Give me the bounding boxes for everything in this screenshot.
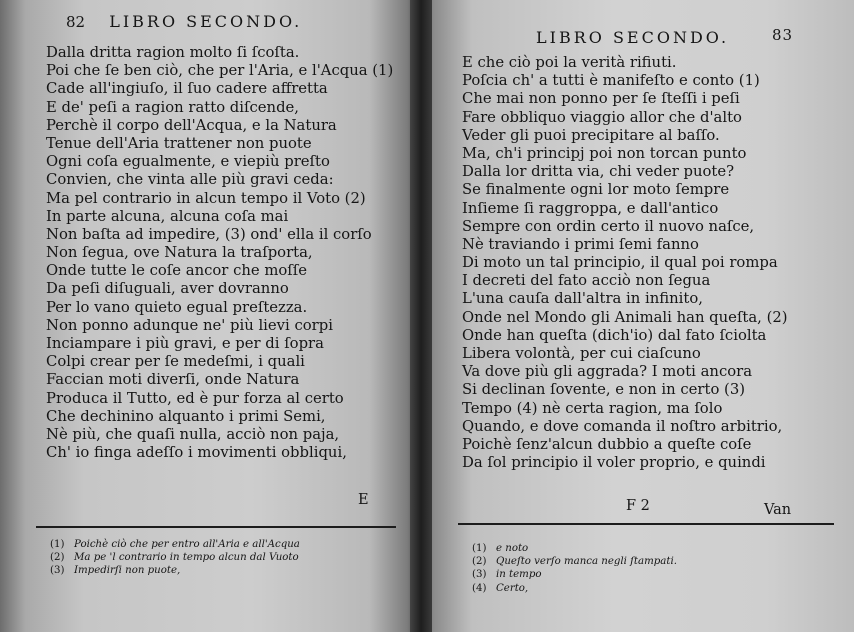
right-footnote	[472, 555, 677, 568]
right-verse-line: E che ciò poi la verità rifiuti.	[462, 54, 677, 71]
left-verse-line: Faccian moti diverſi, onde Natura	[46, 371, 300, 389]
right-footnote-rule	[458, 523, 834, 525]
right-verse-line: Sempre con ordin certo il nuovo naſce,	[462, 217, 755, 235]
right-verse-line: Poichè ſenz'alcun dubbio a queſte coſe	[462, 435, 752, 453]
left-footnote	[50, 551, 300, 564]
right-verse-line: Di moto un tal principio, il qual poi rompa	[462, 254, 778, 272]
right-verse-line: Che mai non ponno per ſe ſteſſi i peſi	[462, 90, 740, 108]
right-verse-line: Dalla lor dritta via, chi veder puote?	[462, 163, 735, 181]
footnote-mark: (2)	[50, 552, 65, 564]
right-verse-block	[462, 54, 788, 472]
left-running-head	[66, 12, 302, 31]
right-verse-line: Nè traviando i primi ſemi fanno	[462, 235, 699, 253]
right-verse-line: Libera volontà, per cui ciaſcuno	[462, 345, 701, 362]
right-verse-line: Poſcia ch' a tutti è manifeſto e conto (1)	[462, 72, 760, 90]
footnote-mark: (2)	[472, 556, 487, 568]
left-verse-line: E de' peſi a ragion ratto diſcende,	[46, 98, 299, 116]
book-gutter	[410, 0, 432, 632]
left-verse-line: Dalla dritta ragion molto ſi ſcoſta.	[46, 44, 300, 61]
left-footnote	[50, 564, 300, 577]
left-verse-line: Da peſi diſuguali, aver dovranno	[46, 280, 289, 298]
left-verse-block	[46, 44, 393, 462]
left-footnote	[50, 538, 300, 551]
footnote-mark: (4)	[472, 582, 487, 594]
left-verse-line: Non ponno adunque ne' più lievi corpi	[46, 316, 333, 334]
footnote-mark: (3)	[50, 565, 65, 577]
right-footnote	[472, 568, 677, 581]
left-verse-line: Perchè il corpo dell'Acqua, e la Natura	[46, 116, 337, 134]
footnote-mark: (1)	[472, 543, 487, 554]
footnote-text: Ma pe 'l contrario in tempo alcun dal Vuoto	[74, 552, 299, 564]
footnote-text: Impedirſi non puote,	[74, 565, 181, 577]
right-page-number: 83	[772, 26, 794, 44]
right-footnotes	[472, 542, 677, 595]
left-verse-line: Ch' io finga adeſſo i movimenti obbliqui,	[46, 444, 347, 462]
left-verse-line: Onde tutte le coſe ancor che moſſe	[46, 262, 307, 280]
footnote-text: Certo,	[496, 582, 529, 594]
right-verse-line: Tempo (4) nè certa ragion, ma ſolo	[462, 399, 723, 417]
right-verse-line: Si declinan ſovente, e non in certo (3)	[462, 381, 746, 399]
left-verse-line: Produca il Tutto, ed è pur forza al certo	[46, 389, 344, 407]
left-verse-line: Per lo vano quieto egual preſtezza.	[46, 298, 308, 316]
right-page	[420, 0, 854, 632]
footnote-text: e noto	[496, 543, 529, 554]
right-verse-line: Quando, e dove comanda il noſtro arbitrio,	[462, 417, 783, 435]
left-verse-line: Ogni coſa egualmente, e viepiù preſto	[46, 153, 330, 171]
right-verse-line: Va dove più gli aggrada? I moti ancora	[462, 363, 753, 381]
right-verse-line: Veder gli puoi precipitare al baſſo.	[462, 126, 720, 144]
right-verse-line: Se finalmente ogni lor moto ſempre	[462, 181, 730, 199]
right-signature-mark: F 2	[626, 498, 650, 514]
left-footnotes	[50, 538, 300, 578]
left-verse-line: In parte alcuna, alcuna coſa mai	[46, 207, 289, 225]
right-catchword: Van	[764, 502, 792, 518]
right-verse-line: I decreti del fato acciò non ſegua	[462, 272, 711, 290]
right-verse-line: Inſieme ſi raggroppa, e dall'antico	[462, 199, 719, 217]
left-catchword: E	[358, 492, 369, 508]
right-verse-line: Fare obbliquo viaggio allor che d'alto	[462, 108, 742, 126]
left-page	[0, 0, 420, 632]
left-verse-line: Colpi crear per ſe medeſmi, i quali	[46, 353, 305, 371]
left-verse-line: Cade all'ingiuſo, il ſuo cadere affretta	[46, 80, 328, 98]
left-verse-line: Che dechinino alquanto i primi Semi,	[46, 407, 326, 425]
right-verse-line: Ma, ch'i principj poi non torcan punto	[462, 144, 747, 162]
right-verse-line: Onde han queſta (dich'io) dal fato ſciolta	[462, 326, 767, 344]
right-verse-line: L'una cauſa dall'altra in infinito,	[462, 290, 703, 308]
right-verse-line: Onde nel Mondo gli Animali han queſta, (2)	[462, 308, 788, 326]
left-verse-line: Ma pel contrario in alcun tempo il Voto (2)	[46, 189, 366, 207]
left-running-title: LIBRO SECONDO.	[109, 12, 303, 31]
right-footnote	[472, 542, 677, 555]
left-verse-line: Non baſta ad impedire, (3) ond' ella il corſo	[46, 225, 372, 243]
footnote-text: Queſto verſo manca negli ſtampati.	[496, 556, 677, 568]
left-verse-line: Inciampare i più gravi, e per di ſopra	[46, 335, 324, 352]
left-verse-line: Poi che ſe ben ciò, che per l'Aria, e l'Acqua (1)	[46, 62, 394, 80]
left-verse-line: Convien, che vinta alle più gravi ceda:	[46, 171, 334, 189]
left-verse-line: Non ſegua, ove Natura la traſporta,	[46, 244, 313, 262]
right-running-title: LIBRO SECONDO.	[536, 28, 730, 47]
right-verse-line: Da ſol principio il voler proprio, e quindi	[462, 454, 766, 472]
footnote-text: Poichè ciò che per entro all'Aria e all'Acqua	[74, 539, 300, 550]
footnote-mark: (3)	[472, 569, 487, 581]
right-footnote	[472, 582, 677, 595]
footnote-mark: (1)	[50, 539, 65, 550]
footnote-text: in tempo	[496, 569, 542, 581]
left-verse-line: Nè più, che quaſi nulla, acciò non paja,	[46, 425, 340, 443]
left-page-number: 82	[66, 13, 86, 31]
left-verse-line: Tenue dell'Aria trattener non puote	[46, 134, 312, 152]
left-footnote-rule	[36, 526, 396, 528]
